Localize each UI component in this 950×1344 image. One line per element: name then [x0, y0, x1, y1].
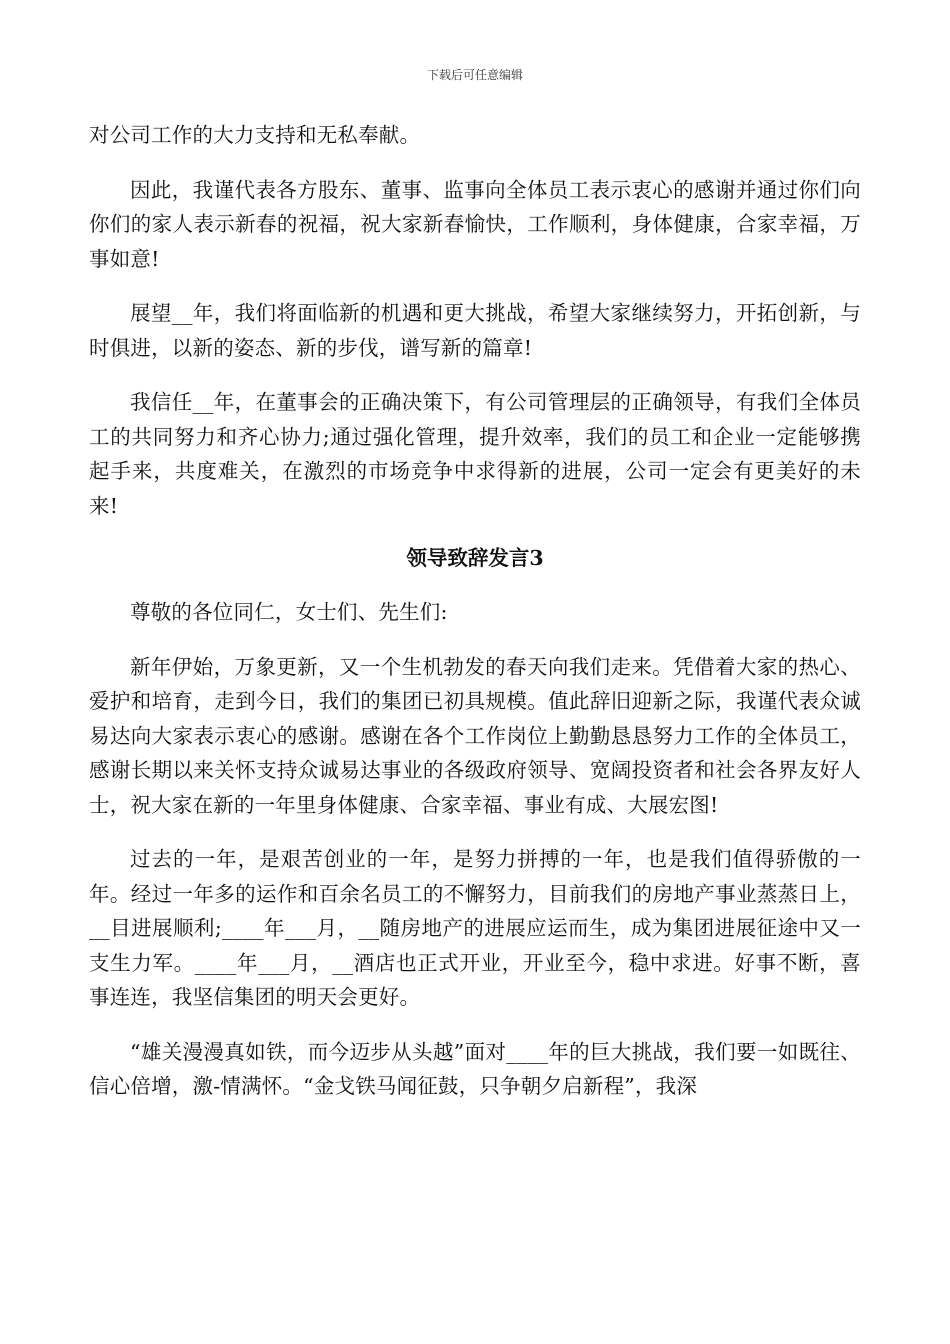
paragraph: 对公司工作的大力支持和无私奉献。: [89, 123, 421, 147]
paragraph: “雄关漫漫真如铁，而今迈步从头越”面对____年的巨大挑战，我们要一如既往、信心倍增，激-情满怀。“金戈铁马闻征鼓，只争朝夕启新程”，我深: [89, 1039, 861, 1098]
paragraph: 展望__年，我们将面临新的机遇和更大挑战，希望大家继续努力，开拓创新，与时俱进，以新的姿态、新的步伐，谱写新的篇章!: [89, 301, 861, 360]
section-title: 领导致辞发言3: [406, 546, 544, 570]
page-header-note: 下载后可任意编辑: [426, 68, 523, 82]
document-body: [89, 118, 861, 1124]
paragraph: 因此，我谨代表各方股东、董事、监事向全体员工表示衷心的感谢并通过你们向你们的家人表示新春的祝福，祝大家新春愉快，工作顺利，身体健康，合家幸福，万事如意!: [89, 177, 861, 271]
paragraph: 过去的一年，是艰苦创业的一年，是努力拼搏的一年，也是我们值得骄傲的一年。经过一年多的运作和百余名员工的不懈努力，目前我们的房地产事业蒸蒸日上，__目进展顺利;____年___月，__随房地产的进展应运而生，成为集团进展征途中又一支生力军。____年___月，__酒店也正式开业，开业至今，稳中求进。好事不断，喜事连连，我坚信集团的明天会更好。: [89, 847, 861, 1009]
salutation: 尊敬的各位同仁，女士们、先生们:: [130, 600, 448, 624]
paragraph: 我信任__年，在董事会的正确决策下，有公司管理层的正确领导，有我们全体员工的共同努力和齐心协力;通过强化管理，提升效率，我们的员工和企业一定能够携起手来，共度难关，在激烈的市场竞争中求得新的进展，公司一定会有更美好的未来!: [89, 390, 861, 518]
paragraph: 新年伊始，万象更新，又一个生机勃发的春天向我们走来。凭借着大家的热心、爱护和培育，走到今日，我们的集团已初具规模。值此辞旧迎新之际，我谨代表众诚易达向大家表示衷心的感谢。感谢在各个工作岗位上勤勤恳恳努力工作的全体员工，感谢长期以来关怀支持众诚易达事业的各级政府领导、宽阔投资者和社会各界友好人士，祝大家在新的一年里身体健康、合家幸福、事业有成、大展宏图!: [89, 654, 861, 817]
